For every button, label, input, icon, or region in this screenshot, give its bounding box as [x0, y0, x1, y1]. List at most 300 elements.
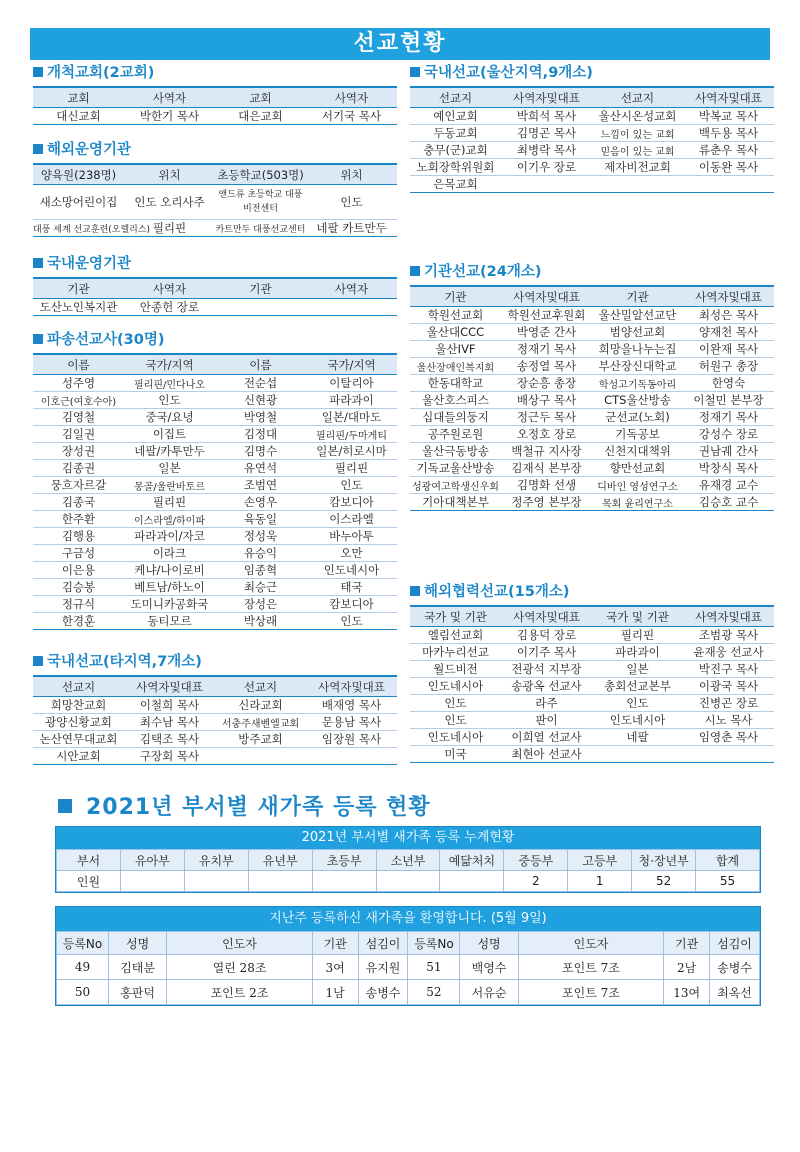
table-row [410, 644, 774, 661]
table-cell: 인도네시아 [306, 562, 397, 579]
table-cell: 향만선교회 [592, 460, 683, 477]
table-cell: 이스라엘/하이파 [124, 511, 215, 528]
table-cell: 캄보디아 [306, 494, 397, 511]
section-table [33, 353, 397, 630]
table-cell: 성주영 [33, 375, 124, 392]
table-cell: 구장회 목사 [124, 748, 215, 765]
table-cell: 광양신황교회 [33, 714, 124, 731]
column-header: 사역자 [124, 278, 215, 299]
table-cell: 신라교회 [215, 697, 306, 714]
section-title-text: 해외협력선교(15개소) [424, 584, 570, 600]
table-cell [248, 871, 312, 892]
table-cell: 인도네시아 [592, 712, 683, 729]
table-cell: 50 [57, 980, 109, 1005]
table-cell: 최승근 [215, 579, 306, 596]
table-row [410, 426, 774, 443]
table-cell: 태국 [306, 579, 397, 596]
summary-table [56, 849, 760, 892]
table-cell: 장순흥 총장 [501, 375, 592, 392]
table-cell: 믿음이 있는 교회 [592, 142, 683, 159]
column-header: 인도자 [518, 932, 664, 955]
table-cell: 문용남 목사 [306, 714, 397, 731]
table-cell: 배재영 목사 [306, 697, 397, 714]
table-cell: 월드비전 [410, 661, 501, 678]
table-cell: 유승익 [215, 545, 306, 562]
table-cell: 임영춘 목사 [683, 729, 774, 746]
table-cell: 느낌이 있는 교회 [592, 125, 683, 142]
table-cell [215, 748, 306, 765]
table-row [410, 125, 774, 142]
table-cell: 뭉흐자르갈 [33, 477, 124, 494]
table-cell: 서충주새벤엘교회 [215, 714, 306, 731]
table-cell: 최현아 선교사 [501, 746, 592, 763]
table-cell: 임장원 목사 [306, 731, 397, 748]
table-cell: 인도 [306, 185, 397, 220]
table-cell: 55 [696, 871, 760, 892]
table-cell [215, 299, 306, 316]
table-cell: 김일권 [33, 426, 124, 443]
table-cell: 필리핀 [124, 494, 215, 511]
table-cell: 박창식 목사 [683, 460, 774, 477]
column-header: 청·장년부 [632, 850, 696, 871]
page-banner: 선교현황 [30, 28, 770, 60]
table-row [33, 494, 397, 511]
table-cell: 베트남/하노이 [124, 579, 215, 596]
square-bullet-icon [58, 799, 72, 813]
table-cell: 이스라엘 [306, 511, 397, 528]
table-cell: 전광석 지부장 [501, 661, 592, 678]
table-cell: 시노 목사 [683, 712, 774, 729]
square-bullet-icon [33, 334, 43, 344]
table-cell: 김영철 [33, 409, 124, 426]
table-cell: 이호근(여호수아) [33, 392, 124, 409]
square-bullet-icon [410, 67, 420, 77]
table-cell: 판이 [501, 712, 592, 729]
table-cell: 정근두 목사 [501, 409, 592, 426]
summary-box [55, 826, 761, 893]
table-cell: 유지원 [358, 955, 408, 980]
table-cell: 조범광 목사 [683, 627, 774, 644]
table-cell: 구금성 [33, 545, 124, 562]
table-cell: 장성권 [33, 443, 124, 460]
table-row [33, 443, 397, 460]
table-cell: 박희석 목사 [501, 108, 592, 125]
table-cell: 도산노인복지관 [33, 299, 124, 316]
section-title-text: 해외운영기관 [47, 142, 132, 158]
column-header: 선교지 [410, 87, 501, 108]
column-header: 성명 [460, 932, 518, 955]
table-cell: 캄보디아 [306, 596, 397, 613]
table-cell: 부산장신대학교 [592, 358, 683, 375]
table-cell: 한경훈 [33, 613, 124, 630]
table-cell: 희망을나누는집 [592, 341, 683, 358]
table-cell: CTS울산방송 [592, 392, 683, 409]
square-bullet-icon [33, 656, 43, 666]
table-cell: 디바인 영성연구소 [592, 477, 683, 494]
column-header: 국가 및 기관 [410, 606, 501, 627]
domestic-other-section [33, 652, 397, 765]
table-cell: 성광여고학생신우회 [410, 477, 501, 494]
table-row [410, 477, 774, 494]
table-row [33, 596, 397, 613]
table-cell: 기독교울산방송 [410, 460, 501, 477]
section-table [33, 163, 397, 237]
table-cell: 김종국 [33, 494, 124, 511]
table-cell: 필리핀/두마게티 [306, 426, 397, 443]
table-cell: 네팔/카투만두 [124, 443, 215, 460]
table-cell: 김택조 목사 [124, 731, 215, 748]
table-cell: 이완재 목사 [683, 341, 774, 358]
section-title [410, 63, 774, 83]
column-header: 이름 [33, 354, 124, 375]
table-cell: 일본 [592, 661, 683, 678]
table-cell: 3여 [312, 955, 358, 980]
table-cell: 범양선교회 [592, 324, 683, 341]
table-cell: 라주 [501, 695, 592, 712]
table-cell: 울산장애인복지회 [410, 358, 501, 375]
table-cell: 김재식 본부장 [501, 460, 592, 477]
column-header: 교회 [33, 87, 124, 108]
table-row [33, 731, 397, 748]
table-cell: 신천지대책위 [592, 443, 683, 460]
table-cell: 백영수 [460, 955, 518, 980]
table-row [33, 748, 397, 765]
section-title-text: 개척교회(2교회) [47, 65, 155, 81]
table-cell: 정성욱 [215, 528, 306, 545]
table-cell: 오만 [306, 545, 397, 562]
table-cell: 울산대CCC [410, 324, 501, 341]
section-title-text: 국내선교(타지역,7개소) [47, 654, 202, 670]
table-cell: 필리핀 [306, 460, 397, 477]
table-row [33, 375, 397, 392]
section-table [33, 277, 397, 316]
table-cell: 앤드류 초등학교 대풍비전센터 [215, 185, 306, 220]
table-cell: 방주교회 [215, 731, 306, 748]
column-header: 사역자및대표 [501, 606, 592, 627]
table-cell: 유연석 [215, 460, 306, 477]
table-cell: 인도 오리사주 [124, 185, 215, 220]
table-cell: 김종권 [33, 460, 124, 477]
table-cell: 49 [57, 955, 109, 980]
table-row [410, 729, 774, 746]
column-header: 기관 [33, 278, 124, 299]
column-header: 사역자및대표 [124, 676, 215, 697]
table-cell: 필리핀 [124, 220, 215, 237]
column-header: 기관 [312, 932, 358, 955]
column-header: 사역자및대표 [683, 606, 774, 627]
table-cell: 인도 [306, 613, 397, 630]
section-title [33, 140, 397, 160]
table-cell: 이집트 [124, 426, 215, 443]
table-row [410, 341, 774, 358]
table-cell: 군선교(노회) [592, 409, 683, 426]
table-cell [306, 748, 397, 765]
table-row [57, 871, 760, 892]
table-row [410, 627, 774, 644]
table-row [33, 220, 397, 237]
column-header: 국가/지역 [124, 354, 215, 375]
column-header: 국가/지역 [306, 354, 397, 375]
table-cell: 권남궤 간사 [683, 443, 774, 460]
column-header: 유아부 [120, 850, 184, 871]
table-cell: 류춘우 목사 [683, 142, 774, 159]
table-row [410, 142, 774, 159]
column-header: 성명 [108, 932, 166, 955]
domestic-org-section [33, 254, 397, 316]
column-header: 교회 [215, 87, 306, 108]
table-cell: 울산IVF [410, 341, 501, 358]
table-cell: 논산연무대교회 [33, 731, 124, 748]
table-cell: 정주영 본부장 [501, 494, 592, 511]
table-row [33, 545, 397, 562]
table-cell: 김용덕 장로 [501, 627, 592, 644]
table-row [410, 159, 774, 176]
table-cell: 이철희 목사 [124, 697, 215, 714]
section-title [410, 582, 774, 602]
table-row [33, 108, 397, 125]
table-row [410, 661, 774, 678]
column-header: 인도자 [167, 932, 313, 955]
table-cell: 대풍 세계 선교훈련(오렐리스) [33, 220, 124, 237]
column-header: 이름 [215, 354, 306, 375]
institution-section [410, 262, 774, 511]
table-cell: 이희열 선교사 [501, 729, 592, 746]
column-header: 위치 [306, 164, 397, 185]
domestic-ulsan-section [410, 63, 774, 193]
table-cell: 케냐/나이로비 [124, 562, 215, 579]
table-row [410, 358, 774, 375]
column-header: 양육원(238명) [33, 164, 124, 185]
table-row [410, 409, 774, 426]
table-cell: 필리핀 [592, 627, 683, 644]
table-cell: 기아대책본부 [410, 494, 501, 511]
table-cell: 최옥선 [710, 980, 760, 1005]
table-cell: 동티모르 [124, 613, 215, 630]
table-cell: 미국 [410, 746, 501, 763]
table-row [410, 443, 774, 460]
table-row [410, 746, 774, 763]
table-cell: 인원 [57, 871, 121, 892]
table-cell: 제자비전교회 [592, 159, 683, 176]
section-title [33, 652, 397, 672]
table-row [410, 460, 774, 477]
column-header: 섬김이 [358, 932, 408, 955]
table-row [33, 528, 397, 545]
table-cell: 장성은 [215, 596, 306, 613]
table-cell: 한영숙 [683, 375, 774, 392]
column-header: 유치부 [184, 850, 248, 871]
table-cell: 이은용 [33, 562, 124, 579]
summary-title: 2021년 부서별 새가족 등록 누계현황 [56, 827, 760, 849]
table-row [410, 108, 774, 125]
registration-title [58, 790, 431, 821]
table-row [410, 392, 774, 409]
table-row [410, 324, 774, 341]
table-cell: 김승봉 [33, 579, 124, 596]
table-cell: 박영준 간사 [501, 324, 592, 341]
table-cell: 인도네시아 [410, 678, 501, 695]
table-cell: 두동교회 [410, 125, 501, 142]
column-header: 등록No [57, 932, 109, 955]
table-cell: 유재경 교수 [683, 477, 774, 494]
section-table [410, 285, 774, 511]
table-cell [592, 746, 683, 763]
table-row [410, 678, 774, 695]
table-cell: 바누아투 [306, 528, 397, 545]
table-cell: 파라과이 [592, 644, 683, 661]
table-cell [312, 871, 376, 892]
table-cell: 이동완 목사 [683, 159, 774, 176]
section-title-text: 기관선교(24개소) [424, 264, 542, 280]
section-table [410, 605, 774, 763]
column-header: 사역자및대표 [683, 87, 774, 108]
column-header: 중등부 [504, 850, 568, 871]
table-cell [683, 176, 774, 193]
table-cell: 학성고기독동아리 [592, 375, 683, 392]
table-cell: 송정열 목사 [501, 358, 592, 375]
table-cell: 파라과이/자코 [124, 528, 215, 545]
column-header: 사역자및대표 [683, 286, 774, 307]
table-cell: 52 [408, 980, 460, 1005]
table-cell: 포인트 2조 [167, 980, 313, 1005]
column-header: 기관 [215, 278, 306, 299]
section-title [410, 262, 774, 282]
table-cell: 강성수 장로 [683, 426, 774, 443]
table-row [57, 955, 760, 980]
column-header: 섬김이 [710, 932, 760, 955]
table-cell: 박진구 목사 [683, 661, 774, 678]
table-cell: 인도네시아 [410, 729, 501, 746]
square-bullet-icon [33, 258, 43, 268]
table-cell: 김명화 선생 [501, 477, 592, 494]
table-cell: 최병락 목사 [501, 142, 592, 159]
table-row [33, 460, 397, 477]
table-cell: 13여 [664, 980, 710, 1005]
table-row [33, 477, 397, 494]
column-header: 선교지 [215, 676, 306, 697]
table-cell: 임종혁 [215, 562, 306, 579]
table-cell: 엘림선교회 [410, 627, 501, 644]
table-cell: 이기주 목사 [501, 644, 592, 661]
column-header: 선교지 [33, 676, 124, 697]
table-cell: 네팔 [592, 729, 683, 746]
table-cell: 서유순 [460, 980, 518, 1005]
table-cell: 서기국 목사 [306, 108, 397, 125]
table-row [33, 562, 397, 579]
table-cell: 네팔 카트만두 [306, 220, 397, 237]
table-cell: 오정호 장로 [501, 426, 592, 443]
table-cell: 한주환 [33, 511, 124, 528]
table-cell: 1남 [312, 980, 358, 1005]
table-cell: 송광옥 선교사 [501, 678, 592, 695]
table-cell [440, 871, 504, 892]
table-cell: 박복교 목사 [683, 108, 774, 125]
table-cell: 일본/대마도 [306, 409, 397, 426]
column-header: 위치 [124, 164, 215, 185]
table-cell: 총회선교본부 [592, 678, 683, 695]
table-cell [120, 871, 184, 892]
overseas-coop-section [410, 582, 774, 763]
table-row [33, 697, 397, 714]
table-cell: 울산시온성교회 [592, 108, 683, 125]
table-cell: 송병수 [710, 955, 760, 980]
table-cell: 일본/히로시마 [306, 443, 397, 460]
table-cell: 안종헌 장로 [124, 299, 215, 316]
table-row [33, 185, 397, 220]
table-cell: 인도 [306, 477, 397, 494]
column-header: 사역자 [124, 87, 215, 108]
table-cell: 일본 [124, 460, 215, 477]
table-cell: 허원구 총장 [683, 358, 774, 375]
pioneer-section [33, 63, 397, 125]
table-cell [376, 871, 440, 892]
table-cell: 포인트 7조 [518, 980, 664, 1005]
table-cell: 51 [408, 955, 460, 980]
table-cell: 2남 [664, 955, 710, 980]
table-cell: 울산밀알선교단 [592, 307, 683, 324]
table-cell: 윤재웅 선교사 [683, 644, 774, 661]
missionaries-section [33, 330, 397, 630]
table-cell: 정규식 [33, 596, 124, 613]
table-row [33, 299, 397, 316]
section-table [33, 675, 397, 765]
table-row [33, 613, 397, 630]
table-cell: 52 [632, 871, 696, 892]
table-cell: 노회장학위원회 [410, 159, 501, 176]
column-header: 사역자및대표 [501, 286, 592, 307]
table-cell: 1 [568, 871, 632, 892]
overseas-org-section [33, 140, 397, 237]
table-cell: 이탈리아 [306, 375, 397, 392]
table-row [33, 392, 397, 409]
table-cell: 박한기 목사 [124, 108, 215, 125]
square-bullet-icon [410, 266, 420, 276]
table-cell: 김명곤 목사 [501, 125, 592, 142]
table-cell [592, 176, 683, 193]
table-cell: 이광국 목사 [683, 678, 774, 695]
table-cell: 백철규 지사장 [501, 443, 592, 460]
table-cell: 2 [504, 871, 568, 892]
table-cell: 육동일 [215, 511, 306, 528]
table-cell: 손영우 [215, 494, 306, 511]
table-cell: 카트만두 대풍선교센터 [215, 220, 306, 237]
table-cell: 백두용 목사 [683, 125, 774, 142]
table-cell: 김승호 교수 [683, 494, 774, 511]
table-cell: 도미니카공화국 [124, 596, 215, 613]
column-header: 유년부 [248, 850, 312, 871]
table-row [33, 579, 397, 596]
table-row [410, 494, 774, 511]
square-bullet-icon [410, 586, 420, 596]
table-cell: 인도 [410, 712, 501, 729]
section-title [33, 254, 397, 274]
column-header: 기관 [410, 286, 501, 307]
column-header: 초등학교(503명) [215, 164, 306, 185]
table-cell: 울산극동방송 [410, 443, 501, 460]
table-row [410, 712, 774, 729]
table-cell: 박상래 [215, 613, 306, 630]
table-cell: 인도 [592, 695, 683, 712]
table-cell: 학원선교후원회 [501, 307, 592, 324]
section-table [410, 86, 774, 193]
table-cell: 마카누리선교 [410, 644, 501, 661]
table-cell: 학원선교회 [410, 307, 501, 324]
table-cell: 포인트 7조 [518, 955, 664, 980]
column-header: 기관 [664, 932, 710, 955]
table-cell: 울산호스피스 [410, 392, 501, 409]
square-bullet-icon [33, 67, 43, 77]
column-header: 국가 및 기관 [592, 606, 683, 627]
